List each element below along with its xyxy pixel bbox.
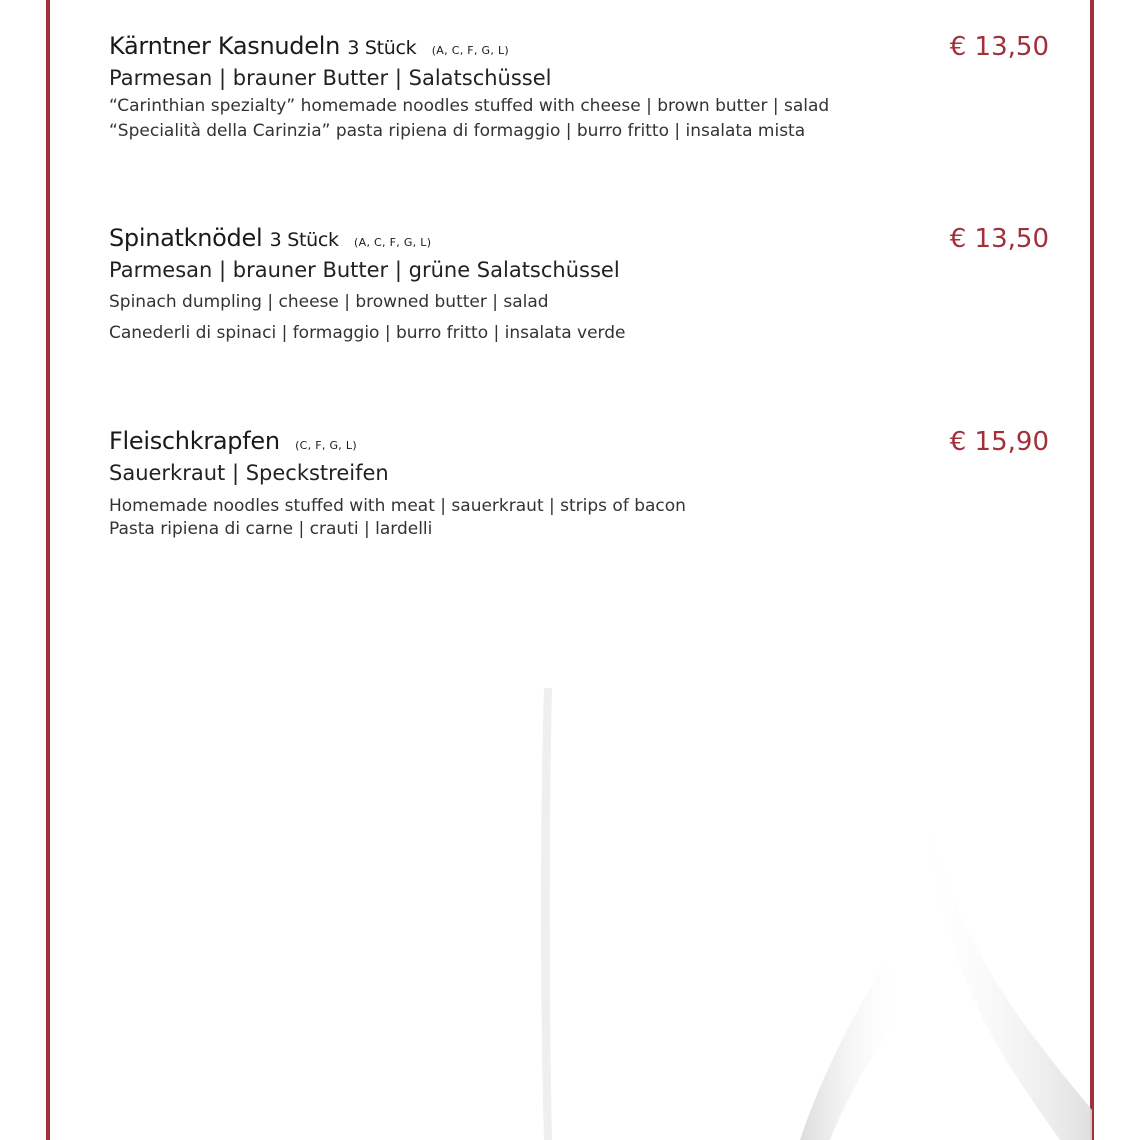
dish-title [109, 224, 1049, 252]
allergen-codes: (A, C, F, G, L) [354, 236, 432, 249]
dish-title [109, 32, 1049, 60]
dish-subtitle: Parmesan | brauner Butter | Salatschüssel [109, 66, 552, 90]
dish-name: Kärntner Kasnudeln [109, 32, 340, 60]
dish-description-it: “Specialità della Carinzia” pasta ripiena di formaggio | burro fritto | insalata mista [109, 121, 806, 141]
dish-price: € 13,50 [949, 224, 1049, 254]
dish-count: 3 Stück [347, 37, 417, 59]
menu-item [109, 32, 1049, 141]
dish-price: € 13,50 [949, 32, 1049, 62]
dish-price: € 15,90 [949, 427, 1049, 457]
allergen-codes: (A, C, F, G, L) [431, 44, 509, 57]
dish-name: Spinatknödel [109, 224, 263, 252]
allergen-codes: (C, F, G, L) [295, 439, 357, 452]
dish-description-it: Pasta ripiena di carne | crauti | lardelli [109, 519, 433, 539]
dish-description-en: “Carinthian spezialty” homemade noodles stuffed with cheese | brown butter | salad [109, 96, 830, 116]
dish-description-en: Spinach dumpling | cheese | browned butter | salad [109, 292, 549, 312]
menu-item [109, 427, 1049, 539]
dish-description-en: Homemade noodles stuffed with meat | sauerkraut | strips of bacon [109, 496, 686, 516]
menu-item [109, 224, 1049, 343]
dish-count: 3 Stück [269, 229, 339, 251]
dish-subtitle: Parmesan | brauner Butter | grüne Salatschüssel [109, 258, 620, 282]
dish-description-it: Canederli di spinaci | formaggio | burro fritto | insalata verde [109, 323, 626, 343]
dish-subtitle: Sauerkraut | Speckstreifen [109, 461, 389, 485]
dish-name: Fleischkrapfen [109, 427, 280, 455]
dish-title [109, 427, 1049, 455]
